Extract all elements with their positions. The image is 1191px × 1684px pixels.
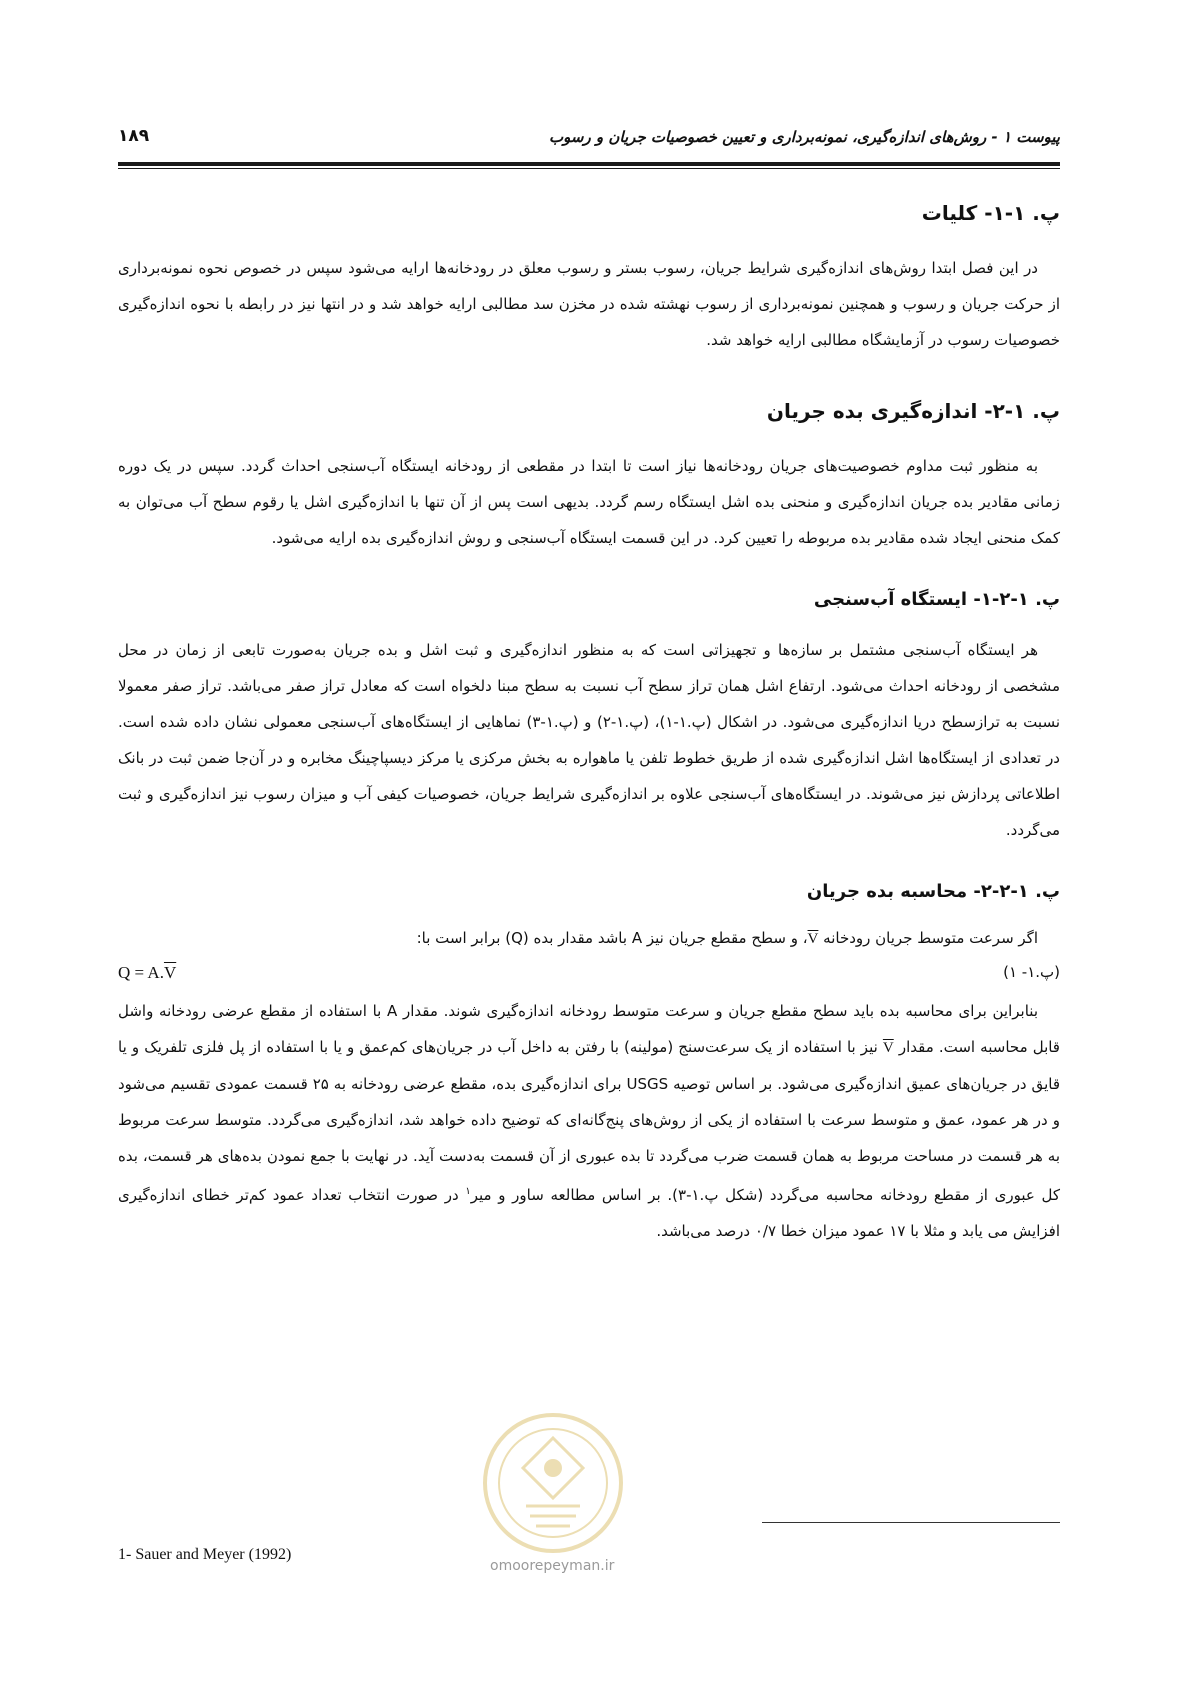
calculation-text-middle: نیز با استفاده از یک سرعت‌سنج (مولینه) با رفتن به داخل آب در جریان‌های کم‌عمق و یا با استفاده از پل فلزی تلفریک و یا قایق در جریان‌های عمیق اندازه‌گیری می‌شود. بر اساس توصیه USGS برای اندازه‌گیری بده، مقطع عرضی رودخانه به ۲۵ قسمت عمودی تقسیم می‌شود و در هر عمود، عمق و متوسط سرعت با استفاده از یکی از روش‌های پنج‌گانه‌ای که توضیح داده خواهد شد، اندازه‌گیری می‌گردد. متوسط سرعت مربوط به هر قسمت در مساحت مربوط به همان قسمت ضرب می‌گردد تا بده عبوری از آن قسمت به‌دست آید. در نهایت با جمع نمودن بده‌های هر قسمت، بده کل عبوری از مقطع رودخانه محاسبه می‌گردد (شکل پ.۱-۳). بر اساس مطالعه ساور و میر — [118, 1038, 1060, 1204]
watermark-site: omoorepeyman.ir — [490, 1558, 615, 1574]
seal-logo-icon — [478, 1408, 628, 1558]
velocity-symbol-inline: V — [882, 1040, 894, 1056]
section-heading-general: پ. ۱-۱- کلیات — [921, 201, 1060, 225]
paragraph-station: هر ایستگاه آب‌سنجی مشتمل بر سازه‌ها و تجهیزاتی است که به منظور اندازه‌گیری و ثبت اشل و بده جریان به‌صورت تابعی از زمان در محل مشخصی از رودخانه احداث می‌شود. ارتفاع اشل همان تراز سطح آب نسبت به سطح مبنا دلخواه است که معادل تراز صفر می‌باشد. تراز صفر معمولا نسبت به ترازسطح دریا اندازه‌گیری می‌شود. در اشکال (پ.۱-۱)، (پ.۱-۲) و (پ.۱-۳) نماهایی از ایستگاه‌های آب‌سنجی معمولی نشان داده شده است. در تعدادی از ایستگاه‌ها اشل اندازه‌گیری شده از طریق خطوط تلفن یا ماهواره به بخش مرکزی یا مرکز دیسپاچینگ مخابره و در آن‌جا ضمن ثبت در بانک اطلاعاتی پردازش نیز می‌شوند. در ایستگاه‌های آب‌سنجی علاوه بر اندازه‌گیری شرایط جریان، خصوصیات کیفی آب و میزان رسوب نیز اندازه‌گیری و ثبت می‌گردد. — [118, 641, 1060, 839]
calculation-text-end: در صورت انتخاب تعداد عمود کم‌تر خطای اندازه‌گیری افزایش می یابد و مثلا با ۱۷ عمود میزان خطا ۰/۷ درصد می‌باشد. — [118, 1186, 1060, 1240]
paragraph-calculation — [118, 993, 1060, 1249]
footnote: 1- Sauer and Meyer (1992) — [118, 1546, 292, 1563]
main-content — [118, 190, 1060, 1249]
formula-row — [118, 957, 1060, 993]
footnote-reference: ۱ — [465, 1186, 471, 1197]
header-rule-thin — [118, 168, 1060, 169]
running-header — [118, 128, 1060, 156]
formula-number: (پ.۱- ۱) — [1003, 963, 1060, 981]
intro-text-end: ، و سطح مقطع جریان نیز A باشد مقدار بده (Q) برابر است با: — [416, 929, 808, 947]
intro-text-start: اگر سرعت متوسط جریان رودخانه — [818, 929, 1038, 947]
paragraph-calculation-intro — [118, 920, 1060, 957]
paragraph-general: در این فصل ابتدا روش‌های اندازه‌گیری شرایط جریان، رسوب بستر و رسوب معلق در رودخانه‌ها ارایه می‌شود سپس در خصوص نحوه نمونه‌برداری از حرکت جریان و رسوب و همچنین نمونه‌برداری از رسوب نهشته شده در مخزن سد مطالبی ارایه خواهد شد و در انتها نیز در رابطه با نحوه اندازه‌گیری خصوصیات رسوب در آزمایشگاه مطالبی ارایه خواهد شد. — [118, 259, 1060, 349]
paragraph-discharge: به منظور ثبت مداوم خصوصیت‌های جریان رودخانه‌ها نیاز است تا ابتدا در مقطعی از رودخانه ایستگاه آب‌سنجی احداث گردد. سپس در یک دوره زمانی مقادیر بده جریان اندازه‌گیری و منحنی بده اشل ایستگاه رسم گردد. بدیهی است پس از آن تنها با اندازه‌گیری اشل یا رقوم سطح آب می‌توان به کمک منحنی ایجاد شده مقادیر بده مربوطه را تعیین کرد. در این قسمت ایستگاه آب‌سنجی و روش اندازه‌گیری بده ارایه می‌شود. — [118, 457, 1060, 547]
formula-equation — [118, 963, 176, 983]
velocity-symbol: V — [807, 931, 819, 947]
subsection-heading-calculation: پ. ۱-۲-۲- محاسبه بده جریان — [806, 881, 1060, 902]
section-heading-discharge: پ. ۱-۲- اندازه‌گیری بده جریان — [766, 399, 1060, 423]
subsection-heading-station: پ. ۱-۲-۱- ایستگاه آب‌سنجی — [813, 589, 1060, 610]
calculation-text-start: بنابراین برای محاسبه بده باید سطح مقطع جریان و سرعت متوسط رودخانه اندازه‌گیری شوند. مقدار A با استفاده از مقطع عرضی رودخانه واشل قابل محاسبه است. مقدار — [118, 1002, 1060, 1056]
page-number: ۱۸۹ — [118, 126, 150, 146]
running-title: پیوست ۱ - روش‌های اندازه‌گیری، نمونه‌برداری و تعیین خصوصیات جریان و رسوب — [549, 128, 1060, 146]
formula-velocity: $\overline{V}$ — [163, 963, 177, 982]
header-rule-thick — [118, 162, 1060, 166]
formula-lhs: Q = A. — [118, 963, 164, 982]
footnote-rule — [762, 1522, 1060, 1523]
